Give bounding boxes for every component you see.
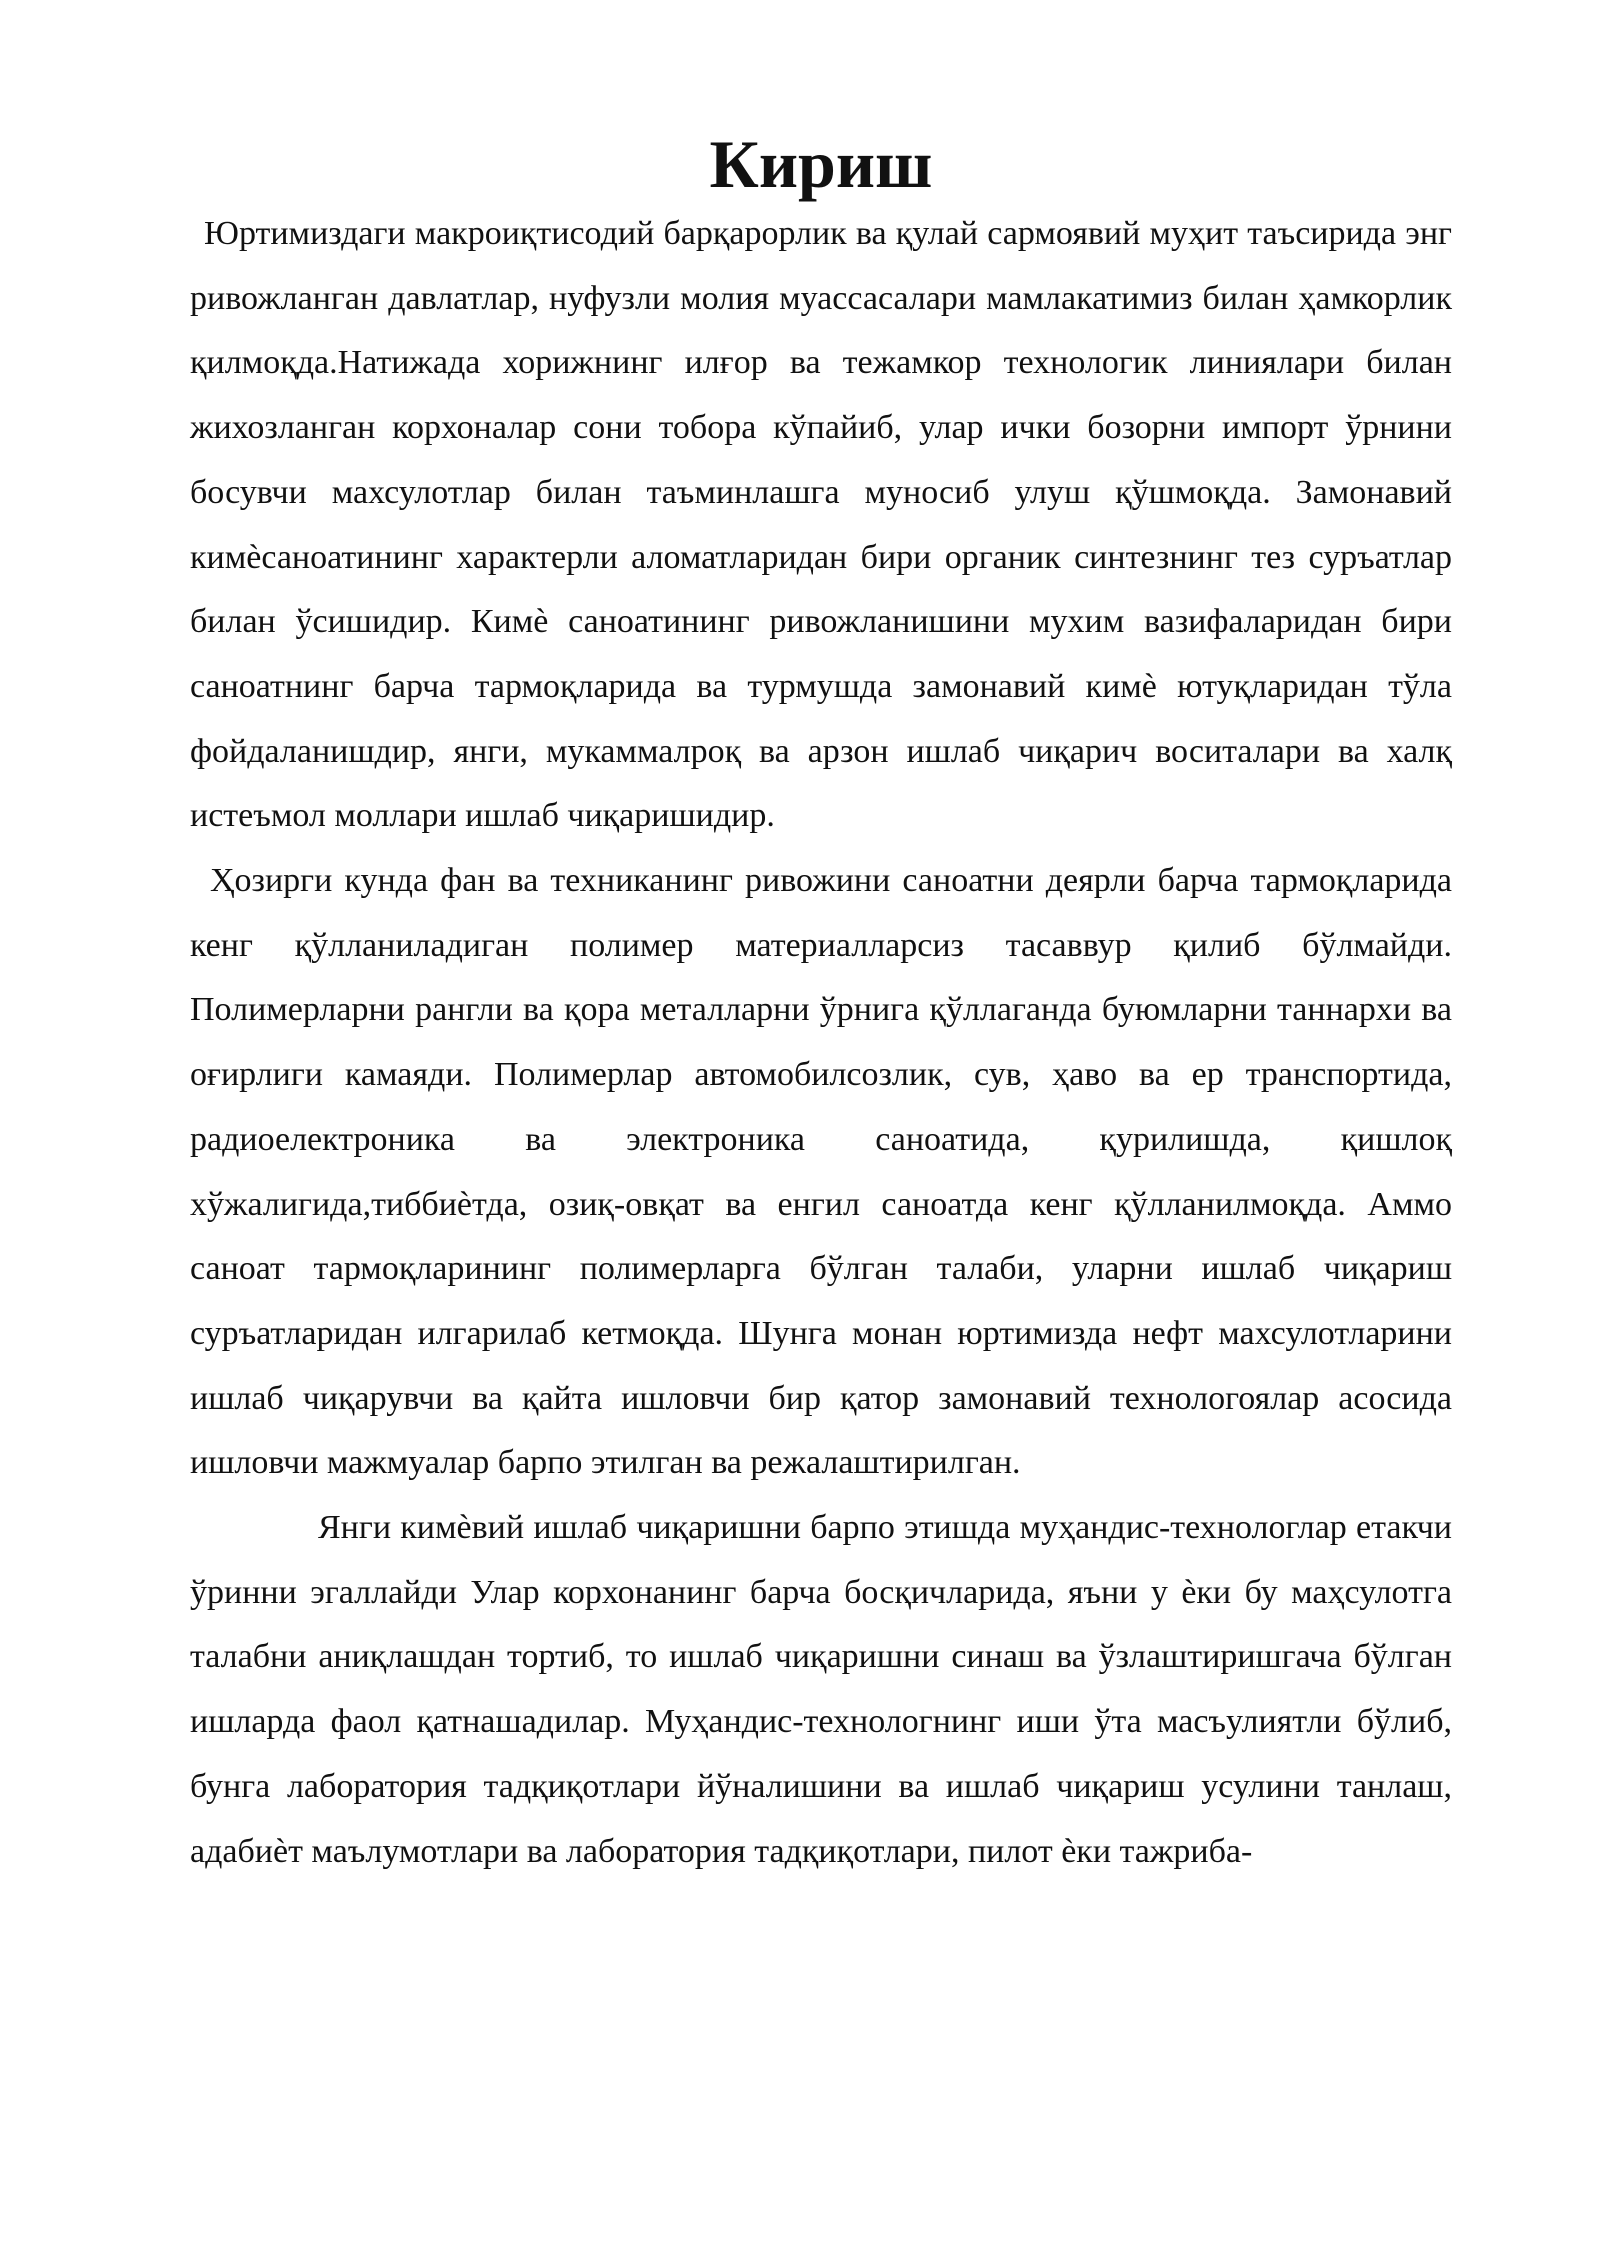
paragraph-3: Янги кимѐвий ишлаб чиқаришни барпо этишда муҳандис-технологлар етакчи ўринни эгаллайди Улар корхонанинг барча босқичларида, яъни у ѐки бу маҳсулотга талабни аниқлашдан тортиб, то ишлаб чиқаришни синаш ва ўзлаштиришгача бўлган ишларда фаол қатнашадилар. Муҳандис-технологнинг иши ўта масъулиятли бўлиб, бунга лаборатория тадқиқотлари йўналишини ва ишлаб чиқариш усулини танлаш, адабиѐт маълумотлари ва лаборатория тадқиқотлари, пилот ѐки тажриба- [190, 1509, 1452, 1870]
paragraph-2: Ҳозирги кунда фан ва техниканинг ривожини саноатни деярли барча тармоқларида кенг қўлланиладиган полимер материалларсиз тасаввур қилиб бўлмайди. Полимерларни рангли ва қора металларни ўрнига қўллаганда буюмларни таннархи ва оғирлиги камаяди. Полимерлар автомобилсозлик, сув, ҳаво ва ер транспортида, радиоелектроника ва электроника саноатида, қурилишда, қишлоқ хўжалигида,тиббиѐтда, озиқ-овқат ва енгил саноатда кенг қўлланилмоқда. Аммо саноат тармоқларининг полимерларга бўлган талаби, уларни ишлаб чиқариш суръатларидан илгарилаб кетмоқда. Шунга монан юртимизда нефт махсулотларини ишлаб чиқарувчи ва қайта ишловчи бир қатор замонавий технологоялар асосида ишловчи мажмуалар барпо этилган ва режалаштирилган. [190, 862, 1452, 1482]
paragraph-1: Юртимиздаги макроиқтисодий барқарорлик ва қулай сармоявий муҳит таъсирида энг ривожланган давлатлар, нуфузли молия муассасалари мамлакатимиз билан ҳамкорлик қилмоқда.Натижада хорижнинг илғор ва тежамкор технологик линиялари билан жихозланган корхоналар сони тобора кўпайиб, улар ички бозорни импорт ўрнини босувчи махсулотлар билан таъминлашга муносиб улуш қўшмоқда. Замонавий кимѐсаноатининг характерли аломатларидан бири органик синтезнинг тез суръатлар билан ўсишидир. Кимѐ саноатининг ривожланишини мухим вазифаларидан бири саноатнинг барча тармоқларида ва турмушда замонавий кимѐ ютуқларидан тўла фойдаланишдир, янги, мукаммалроқ ва арзон ишлаб чиқарич воситалари ва халқ истеъмол моллари ишлаб чиқаришидир. [190, 215, 1452, 835]
document-body [190, 126, 1452, 1884]
page-title: Кириш [709, 126, 933, 202]
